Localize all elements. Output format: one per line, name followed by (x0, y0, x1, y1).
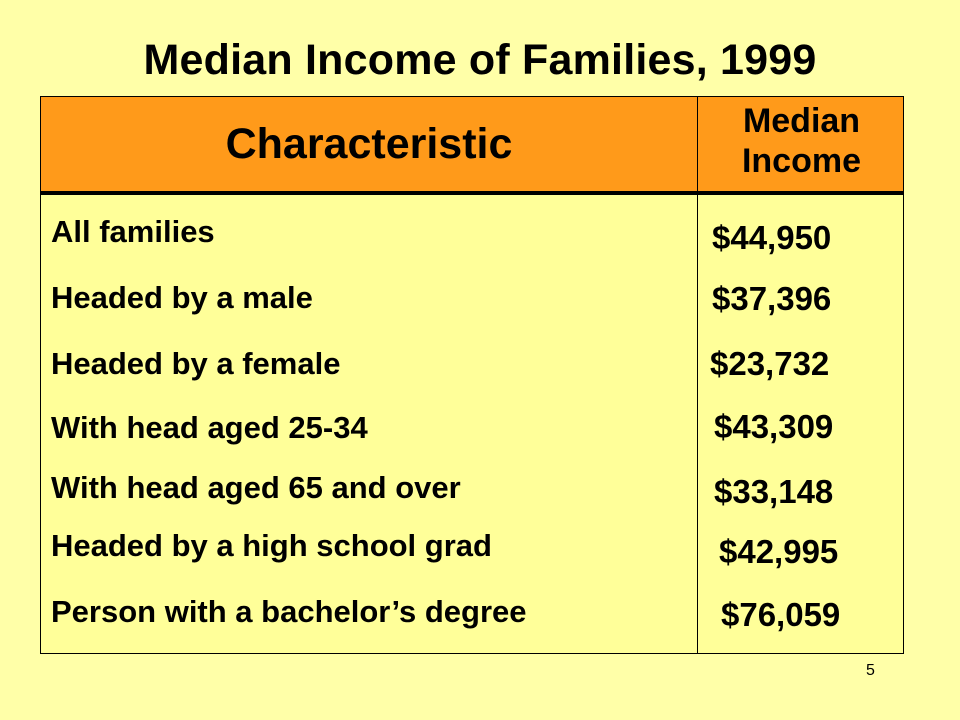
row-label-head-aged-65-over: With head aged 65 and over (51, 470, 461, 505)
income-table (40, 96, 904, 654)
row-label-bachelors-degree: Person with a bachelor’s degree (51, 594, 527, 629)
row-value-headed-by-male: $37,396 (712, 280, 832, 317)
row-label-head-aged-25-34: With head aged 25-34 (51, 410, 368, 445)
header-median-income-line2: Income (741, 142, 862, 180)
row-value-all-families: $44,950 (712, 219, 832, 256)
row-label-headed-by-male: Headed by a male (51, 280, 313, 315)
header-characteristic: Characteristic (225, 119, 513, 168)
row-value-head-aged-25-34: $43,309 (714, 408, 834, 445)
row-value-headed-by-female: $23,732 (710, 345, 830, 382)
row-label-all-families: All families (51, 214, 215, 249)
row-value-high-school-grad: $42,995 (719, 533, 839, 570)
header-median-income (698, 101, 905, 191)
slide-title: Median Income of Families, 1999 (143, 36, 817, 84)
header-median-income-line1: Median (742, 102, 861, 140)
row-label-high-school-grad: Headed by a high school grad (51, 528, 492, 563)
page-number: 5 (866, 662, 875, 679)
row-label-headed-by-female: Headed by a female (51, 346, 341, 381)
row-value-head-aged-65-over: $33,148 (714, 473, 834, 510)
row-value-bachelors-degree: $76,059 (721, 596, 841, 633)
